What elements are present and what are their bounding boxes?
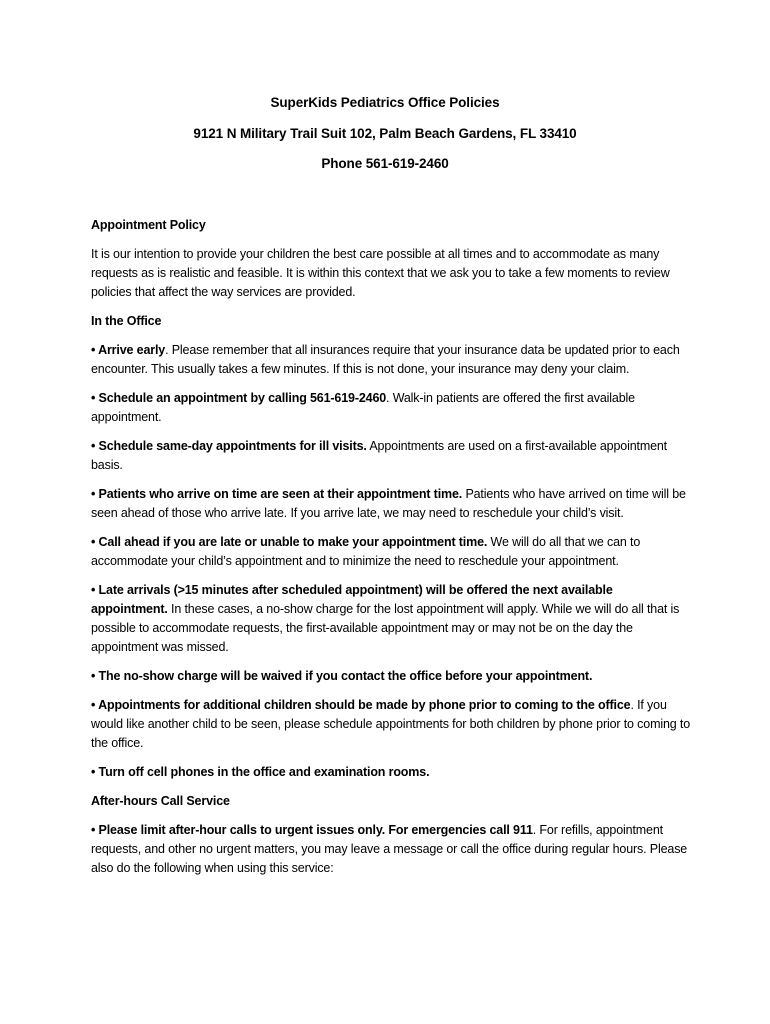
policy-bullet-after-hours (91, 821, 691, 878)
policy-bullet-same-day (91, 437, 691, 475)
office-address: 9121 N Military Trail Suit 102, Palm Beach Gardens, FL 33410 (193, 126, 577, 141)
bullet-bold-text: • Schedule same-day appointments for ill visits. (91, 439, 367, 453)
policy-bullet-late-arrivals (91, 581, 691, 657)
policy-bullet-arrive-early (91, 341, 691, 379)
bullet-body-text: We will do all that we can to accommodate your child’s appointment and to minimize the need to reschedule your appointment. (91, 535, 641, 568)
bullet-bold-text: • Arrive early (91, 343, 166, 357)
bullet-bold-text: • Schedule an appointment by calling 561-619-2460 (91, 391, 387, 405)
policy-bullet-additional-children (91, 696, 691, 753)
bullet-body-text: Appointments are used on a first-available appointment basis. (91, 439, 668, 472)
office-phone: Phone 561-619-2460 (321, 156, 449, 171)
document-title: SuperKids Pediatrics Office Policies (270, 95, 500, 110)
policy-bullet-on-time (91, 485, 691, 523)
policy-content (91, 216, 691, 888)
bullet-bold-text: • Turn off cell phones in the office and examination rooms. (91, 765, 430, 779)
bullet-body-text: . If you would like another child to be seen, please schedule appointments for both children by phone prior to coming to the office. (91, 698, 691, 750)
bullet-bold-text: • Please limit after-hour calls to urgent issues only. For emergencies call 911 (91, 823, 533, 837)
appointment-policy-heading: Appointment Policy (91, 218, 206, 232)
bullet-bold-text: • The no-show charge will be waived if you contact the office before your appointment. (91, 669, 593, 683)
bullet-body-text: . Please remember that all insurances require that your insurance data be updated prior to each encounter. This usually takes a few minutes. If this is not done, your insurance may deny your claim. (91, 343, 680, 376)
bullet-bold-text: • Call ahead if you are late or unable to make your appointment time. (91, 535, 488, 549)
in-office-heading: In the Office (91, 314, 162, 328)
bullet-body-text: Patients who have arrived on time will be seen ahead of those who arrive late. If you arrive late, we may need to reschedule your child’s visit. (91, 487, 686, 520)
policy-bullet-no-show-waived (91, 667, 691, 686)
appointment-policy-intro: It is our intention to provide your children the best care possible at all times and to accommodate as many requests as is realistic and feasible. It is within this context that we ask you to take a few moments to review policies that affect the way services are provided. (91, 247, 670, 299)
policy-bullet-cell-phones (91, 763, 691, 782)
bullet-bold-text: • Late arrivals (>15 minutes after scheduled appointment) will be offered the next available appointment. (91, 583, 613, 616)
bullet-body-text: In these cases, a no-show charge for the lost appointment will apply. While we will do all that is possible to accommodate requests, the first-available appointment may or may not be on the day the appointment was missed. (91, 602, 680, 654)
after-hours-heading: After-hours Call Service (91, 794, 230, 808)
bullet-bold-text: • Patients who arrive on time are seen at their appointment time. (91, 487, 463, 501)
bullet-body-text: . For refills, appointment requests, and other no urgent matters, you may leave a message or call the office during regular hours. Please also do the following when using this service: (91, 823, 688, 875)
policy-bullet-call-ahead (91, 533, 691, 571)
bullet-bold-text: • Appointments for additional children should be made by phone prior to coming to the office (91, 698, 631, 712)
bullet-body-text: . Walk-in patients are offered the first available appointment. (91, 391, 635, 424)
policy-bullet-schedule-by-phone (91, 389, 691, 427)
